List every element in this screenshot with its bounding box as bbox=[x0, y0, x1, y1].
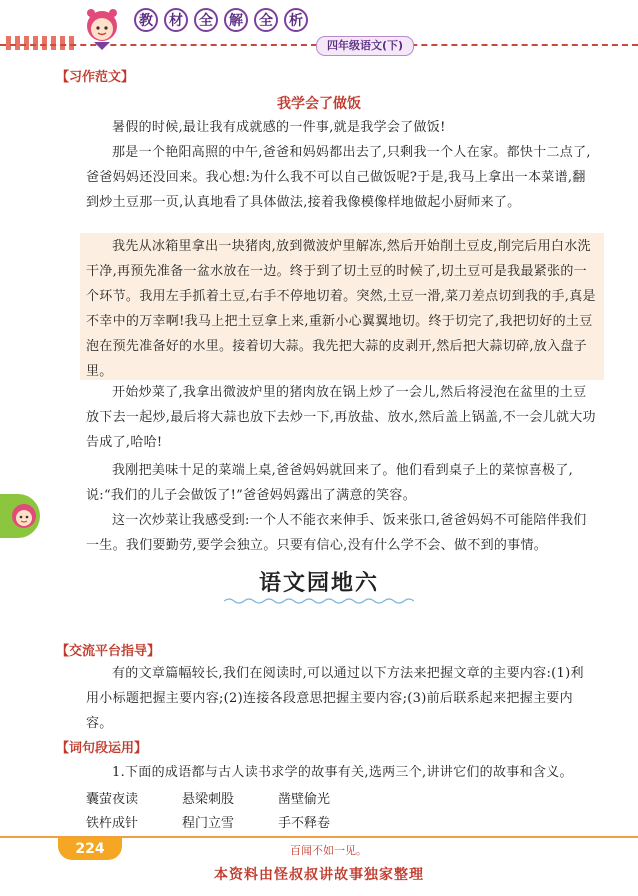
unit-title: 语文园地六 bbox=[258, 571, 379, 596]
series-title bbox=[134, 8, 308, 32]
essay-paragraph: 我先从冰箱里拿出一块猪肉,放到微波炉里解冻,然后开始削土豆皮,削完后用白水洗干净,再预先准备一盆水放在一边。终于到了切土豆的时候了,切土豆可是我最紧张的一个环节。我用左手抓着土豆,右手不停地切着。突然,土豆一滑,菜刀差点切到我的手,真是不幸中的万幸啊!我马上把土豆拿上来,重新小心翼翼地切。终于切完了,我把切好的土豆泡在预先准备好的水里。接着切大蒜。我先把大蒜的皮剥开,然后把大蒜切碎,放入盘子里。 bbox=[86, 239, 596, 379]
page-header bbox=[0, 0, 638, 64]
words-section-tag bbox=[56, 737, 147, 756]
page-number: 224 bbox=[58, 838, 122, 860]
essay-paragraph: 开始炒菜了,我拿出微波炉里的猪肉放在锅上炒了一会儿,然后将浸泡在盆里的土豆放下去一起炒,最后将大蒜也放下去炒一下,再放盐、放水,然后盖上锅盖,不一会儿就大功告成了,哈哈! bbox=[86, 385, 596, 450]
series-title-char: 解 bbox=[224, 8, 248, 32]
exchange-section-tag bbox=[56, 640, 160, 659]
tag-bracket-close: 】 bbox=[134, 741, 148, 756]
tag-bracket-open: 【 bbox=[56, 644, 70, 659]
essay-paragraph: 那是一个艳阳高照的中午,爸爸和妈妈都出去了,只剩我一个人在家。都快十二点了,爸爸妈妈还没回来。我心想:为什么我不可以自己做饭呢?于是,我马上拿出一本菜谱,翻到炒土豆那一页,认真地看了具体做法,接着我像模像样地做起小厨师来了。 bbox=[86, 145, 591, 210]
idiom-item: 手不释卷 bbox=[278, 816, 331, 831]
grade-tag: 四年级语文(下) bbox=[316, 36, 414, 56]
series-title-char: 材 bbox=[164, 8, 188, 32]
tag-label: 词句段运用 bbox=[69, 741, 135, 756]
series-title-char: 析 bbox=[284, 8, 308, 32]
tag-bracket-open: 【 bbox=[56, 741, 70, 756]
tag-label: 交流平台指导 bbox=[69, 644, 148, 659]
idiom-item: 悬梁刺股 bbox=[182, 792, 235, 807]
essay-paragraph: 这一次炒菜让我感受到:一个人不能衣来伸手、饭来张口,爸爸妈妈不可能陪伴我们一生。我们要勤劳,要学会独立。只要有信心,没有什么学不会、做不到的事情。 bbox=[86, 513, 587, 553]
watermark-text: 本资料由怪叔叔讲故事独家整理 bbox=[214, 867, 424, 883]
header-dots-decoration bbox=[6, 36, 76, 50]
tag-bracket-close: 】 bbox=[121, 70, 135, 85]
series-title-char: 全 bbox=[194, 8, 218, 32]
exchange-paragraph: 有的文章篇幅较长,我们在阅读时,可以通过以下方法来把握文章的主要内容:(1)利用小标题把握主要内容;(2)连接各段意思把握主要内容;(3)前后联系起来把握主要内容。 bbox=[86, 666, 584, 731]
series-title-char: 教 bbox=[134, 8, 158, 32]
tag-bracket-close: 】 bbox=[147, 644, 161, 659]
essay-paragraph: 暑假的时候,最让我有成就感的一件事,就是我学会了做饭! bbox=[112, 120, 446, 135]
wave-divider bbox=[224, 597, 414, 605]
idiom-item: 凿壁偷光 bbox=[278, 792, 331, 807]
essay-title: 我学会了做饭 bbox=[277, 96, 361, 112]
idiom-item: 囊萤夜读 bbox=[86, 792, 139, 807]
tag-label: 习作范文 bbox=[69, 70, 122, 85]
essay-paragraph: 我刚把美味十足的菜端上桌,爸爸妈妈就回来了。他们看到桌子上的菜惊喜极了,说:“我们的儿子会做饭了!”爸爸妈妈露出了满意的笑容。 bbox=[86, 463, 574, 503]
question-text: 1.下面的成语都与古人读书求学的故事有关,选两三个,讲讲它们的故事和含义。 bbox=[112, 765, 573, 780]
idiom-row bbox=[86, 788, 374, 807]
mascot-face-icon bbox=[10, 500, 38, 530]
tag-bracket-open: 【 bbox=[56, 70, 70, 85]
footer-quote: 百闻不如一见。 bbox=[290, 844, 367, 857]
essay-section-tag bbox=[56, 66, 134, 85]
idiom-item: 铁杵成针 bbox=[86, 816, 139, 831]
idiom-item: 程门立雪 bbox=[182, 816, 235, 831]
series-title-char: 全 bbox=[254, 8, 278, 32]
idiom-row bbox=[86, 812, 374, 831]
mascot-girl-icon bbox=[82, 4, 122, 52]
